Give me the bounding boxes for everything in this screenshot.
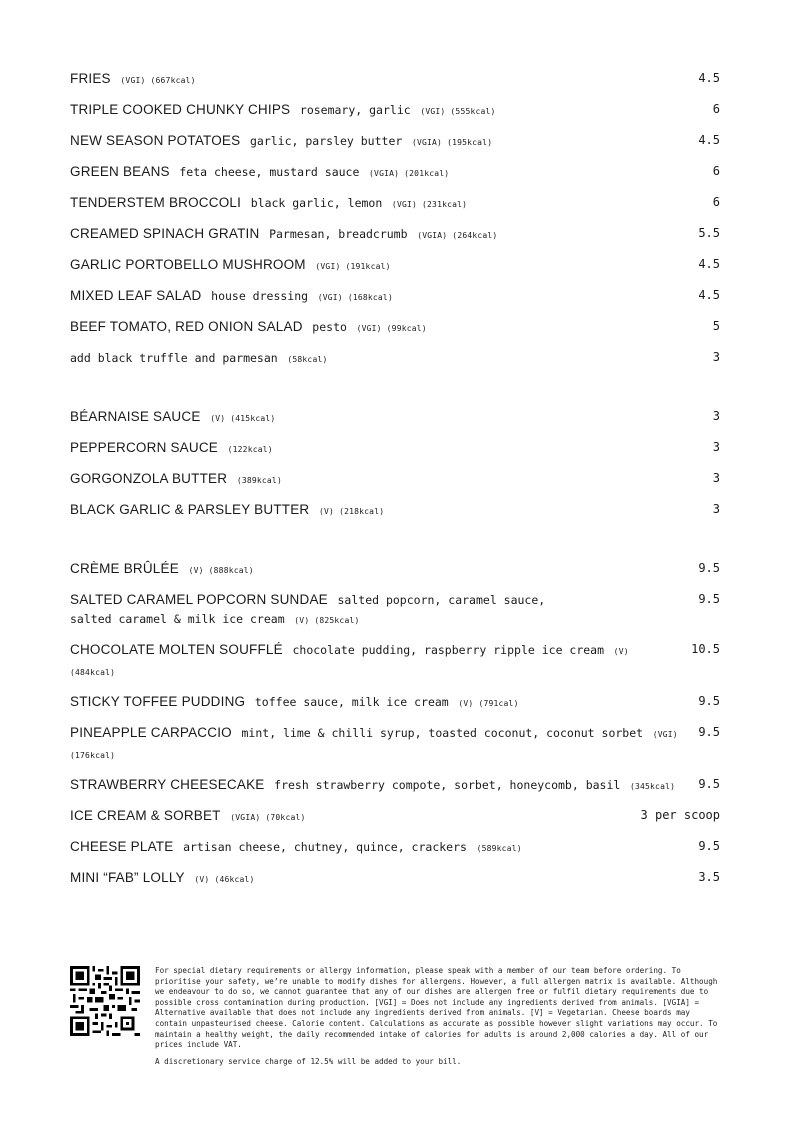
qr-code-icon[interactable] [70,966,140,1036]
menu-item [70,585,720,635]
menu-item [70,718,720,770]
menu-item-name: CHOCOLATE MOLTEN SOUFFLÉ [70,642,283,657]
menu-item-text [70,868,698,889]
menu-item-name: GARLIC PORTOBELLO MUSHROOM [70,257,306,272]
menu-item [70,687,720,718]
menu-item-name: CREAMED SPINACH GRATIN [70,226,260,241]
menu-item-dietary-tags: (VGI) (555kcal) [420,107,496,116]
menu-item-dietary-tags: (VGI) (231kcal) [391,200,468,209]
menu-item-text [70,469,713,490]
menu-item-price: 3.5 [698,870,720,884]
menu-item-text [70,775,698,796]
menu-item-price: 5 [712,319,720,333]
menu-item-description: chocolate pudding, raspberry ripple ice cream [292,643,605,657]
menu-item [70,554,720,585]
menu-item-dietary-tags: (V) (791cal) [458,699,519,708]
menu-item-name: FRIES [70,71,111,86]
menu-item-dietary-tags: (VGIA) (201kcal) [369,169,450,178]
menu-item-price: 9.5 [698,777,720,791]
menu-item-description: mint, lime & chilli syrup, toasted coconut, coconut sorbet [241,726,644,740]
menu-item [70,312,720,343]
allergen-notice: For special dietary requirements or allergy information, please speak with a member of our team before ordering. To prioritise your safety, we’re unable to modify dishes for allergens. However, a full allergen matrix is available. Although we endeavour to do so, we cannot guarantee that any of our dishes are allergen free or fulfil dietary requirements due to possible cross contamination during production. [VGI] = Does not include any ingredients derived from animals. [VGIA] = Alternative available that does not include any ingredients derived from animals. [V] = Vegetarian. Cheese boards may contain unpasteurised cheese. Calorie content. Calculations as accurate as possible however slight variations may occur. To maintain a healthy weight, the daily recommended intake of calories for adults is around 2,000 calories a day. All of our prices include VAT. [155,966,718,1050]
menu-item-description: feta cheese, mustard sauce [179,165,360,179]
menu-item-price: 9.5 [698,592,720,606]
menu [70,64,720,922]
menu-item-description: salted popcorn, caramel sauce, [337,593,546,607]
service-charge-notice: A discretionary service charge of 12.5% will be added to your bill. [155,1056,462,1066]
menu-item-price: 5.5 [698,226,720,240]
menu-item-name: SALTED CARAMEL POPCORN SUNDAE [70,592,328,607]
menu-item-dietary-tags: (V) (218kcal) [319,507,385,516]
menu-item-text [70,317,713,338]
menu-item-dietary-tags: (VGI) (168kcal) [317,293,393,302]
menu-item-description: add black truffle and parmesan [70,351,278,365]
menu-item-description: black garlic, lemon [250,196,383,210]
menu-item-description: rosemary, garlic [299,103,411,117]
menu-item [70,770,720,801]
menu-item-price: 6 [712,195,720,209]
menu-item-price: 4.5 [698,288,720,302]
menu-item [70,281,720,312]
menu-item-dietary-tags: (122kcal) [227,445,273,454]
menu-item-price: 9.5 [698,725,720,739]
menu-item-name: STRAWBERRY CHEESECAKE [70,777,265,792]
menu-item-name: NEW SEASON POTATOES [70,133,241,148]
menu-item-name: ICE CREAM & SORBET [70,808,221,823]
menu-item-text [70,692,698,713]
footer [70,966,720,1067]
menu-item-price: 3 [712,409,720,423]
menu-item [70,219,720,250]
menu-item-text [70,640,691,682]
menu-item-name: MINI “FAB” LOLLY [70,870,185,885]
menu-item-description-cont: salted caramel & milk ice cream [70,612,285,626]
menu-item-text [70,806,641,827]
menu-item [70,433,720,464]
menu-item-text [70,590,698,630]
menu-item-price: 4.5 [698,257,720,271]
menu-item-description: pesto [312,320,347,334]
menu-item-name: TRIPLE COOKED CHUNKY CHIPS [70,102,291,117]
menu-item-text [70,100,713,121]
menu-item-name: BLACK GARLIC & PARSLEY BUTTER [70,502,310,517]
menu-item-dietary-tags: (VGI) (99kcal) [356,324,427,333]
menu-item-text [70,438,713,459]
menu-item-text [70,500,713,521]
menu-item-dietary-tags: (589kcal) [476,844,522,853]
menu-item [70,126,720,157]
menu-item-name: STICKY TOFFEE PUDDING [70,694,246,709]
menu-item-text [70,162,713,183]
menu-item-text [70,255,698,276]
menu-item [70,635,720,687]
menu-item-dietary-tags: (VGI) (176kcal) [70,730,678,760]
menu-item [70,250,720,281]
menu-item-price: 3 [712,502,720,516]
menu-item-name: GREEN BEANS [70,164,170,179]
menu-item-text [70,837,698,858]
menu-item-text [70,193,713,214]
menu-item-name: GORGONZOLA BUTTER [70,471,228,486]
menu-item-name: BÉARNAISE SAUCE [70,409,201,424]
menu-item [70,863,720,894]
menu-item-dietary-tags: (VGI) (191kcal) [315,262,391,271]
menu-item-description: Parmesan, breadcrumb [269,227,408,241]
menu-item-name: PINEAPPLE CARPACCIO [70,725,232,740]
menu-item-price: 6 [712,164,720,178]
menu-item-dietary-tags: (VGIA) (195kcal) [411,138,493,147]
menu-item-dietary-tags: (VGI) (667kcal) [120,76,196,85]
menu-item-dietary-tags: (V) (825kcal) [294,616,360,625]
menu-item-price: 9.5 [698,694,720,708]
menu-item-price: 3 [712,350,720,364]
menu-item [70,64,720,95]
menu-item-name: TENDERSTEM BROCCOLI [70,195,242,210]
menu-item [70,801,720,832]
menu-item-name: CHEESE PLATE [70,839,174,854]
menu-item-name: BEEF TOMATO, RED ONION SALAD [70,319,303,334]
menu-section [70,554,720,894]
menu-item-price: 4.5 [698,133,720,147]
menu-item [70,188,720,219]
menu-item-price: 10.5 [691,642,720,656]
menu-item-text [70,407,713,428]
menu-item [70,464,720,495]
menu-item [70,95,720,126]
menu-item-description: garlic, parsley butter [249,134,403,148]
menu-item-dietary-tags: (389kcal) [236,476,282,485]
menu-item-name: MIXED LEAF SALAD [70,288,202,303]
menu-item-description: toffee sauce, milk ice cream [254,695,449,709]
menu-item [70,402,720,433]
menu-item-price: 4.5 [698,71,720,85]
menu-item-text [70,224,698,245]
menu-item-dietary-tags: (VGIA) (264kcal) [417,231,498,240]
footer-text [155,966,720,1067]
menu-item-dietary-tags: (58kcal) [287,355,328,364]
menu-item [70,343,720,374]
menu-item-price: 3 [712,471,720,485]
menu-item [70,832,720,863]
menu-item-text [70,131,698,152]
menu-item-description: house dressing [211,289,309,303]
menu-item-dietary-tags: (345kcal) [629,782,676,791]
menu-item-dietary-tags: (VGIA) (70kcal) [230,813,306,822]
menu-item-dietary-tags: (V) (415kcal) [210,414,276,423]
menu-item-name: CRÈME BRÛLÉE [70,561,179,576]
menu-item-description: fresh strawberry compote, sorbet, honeycomb, basil [274,778,621,792]
menu-section [70,402,720,526]
menu-item-dietary-tags: (V) (484kcal) [70,647,629,677]
menu-item-price: 9.5 [698,561,720,575]
menu-item-price: 3 per scoop [640,808,720,822]
menu-item [70,157,720,188]
menu-item-price: 3 [712,440,720,454]
menu-item-dietary-tags: (V) (888kcal) [188,566,254,575]
menu-item-description: artisan cheese, chutney, quince, crackers [183,840,467,854]
menu-item-text [70,559,698,580]
menu-item-text [70,348,713,369]
menu-item-text [70,723,698,765]
menu-item-name: PEPPERCORN SAUCE [70,440,218,455]
menu-item-price: 6 [712,102,720,116]
menu-section [70,64,720,374]
menu-item-text [70,286,698,307]
menu-item-price: 9.5 [698,839,720,853]
menu-item [70,495,720,526]
menu-item-dietary-tags: (V) (46kcal) [194,875,255,884]
menu-item-text [70,69,698,90]
